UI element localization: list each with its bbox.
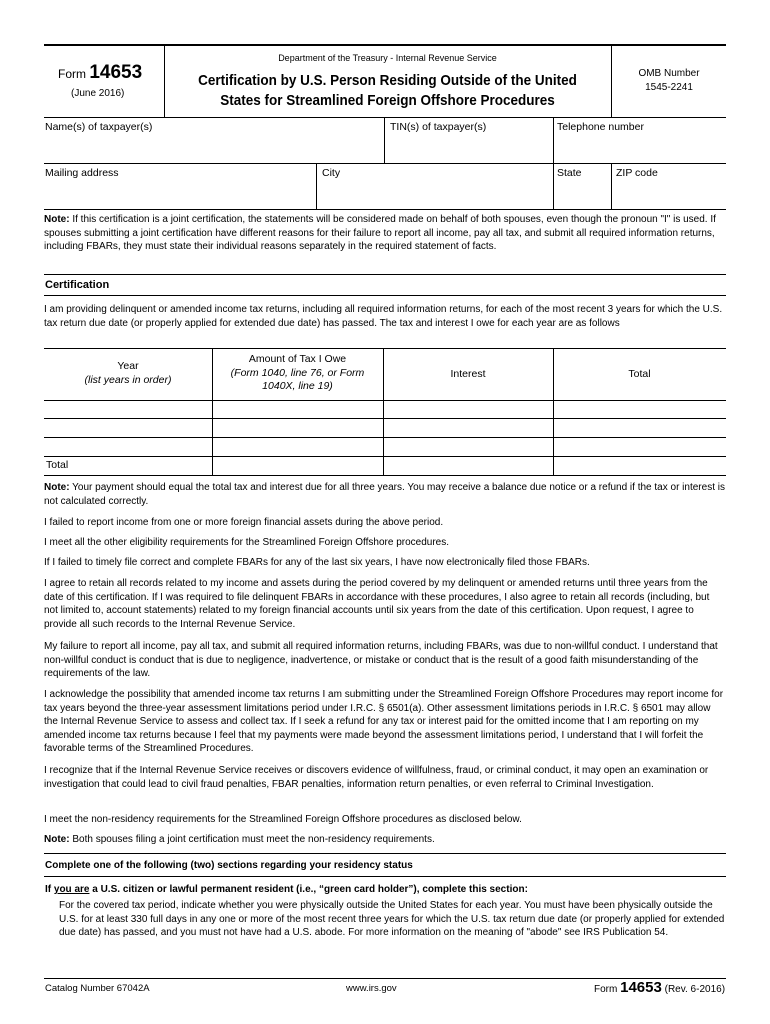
field-div-state <box>553 163 554 209</box>
table-row3-year[interactable] <box>46 439 210 454</box>
mailing-label: Mailing address <box>45 167 119 179</box>
footer-revision: (Rev. 6-2016) <box>664 984 726 995</box>
zip-label: ZIP code <box>616 167 658 179</box>
statement-fbars: If I failed to timely file correct and complete FBARs for any of the last six years, I have now electronically filed those FBARs. <box>44 557 590 568</box>
statement-amended-returns: I acknowledge the possibility that amended income tax returns I am submitting under the Streamlined Foreign Offshore Procedures may report income for tax years beyond the three-year assessment limitations period under I.R.C. § 6501(a). Other assessment limitations periods in I.R.C. § 6501 may allow the Internal Revenue Service to assess and collect tax. If I seek a refund for any tax or interest paid for the omitted income that I am reporting on my amended income tax returns because I feel that my payments were made beyond the assessment limitations period, I understand that I will forfeit the favorable terms of the Streamlined Procedures. <box>44 689 724 755</box>
sub-post: a U.S. citizen or lawful permanent resident (i.e., “green card holder”), complete this section: <box>89 884 528 895</box>
table-total-div-2 <box>383 456 384 475</box>
tin-label: TIN(s) of taxpayer(s) <box>390 121 487 133</box>
note3-label: Note: <box>44 834 70 845</box>
residency-bottom-rule <box>44 876 726 877</box>
tin-field[interactable] <box>388 138 548 158</box>
omb-label: OMB Number <box>638 68 700 79</box>
state-field[interactable] <box>557 184 607 204</box>
statement-retain-records: I agree to retain all records related to my income and assets during the period covered by my delinquent or amended returns until three years from the date of this certification. If I was required to file delinquent FBARs in accordance with these procedures, I also agree to retain all records (including, but not limited to, account statements) related to my foreign financial accounts until six years from the date of this certification. Upon request, I agree to provide all such records to the Internal Revenue Service. <box>44 578 710 630</box>
names-field[interactable] <box>46 138 380 158</box>
table-total-div-3 <box>553 456 554 475</box>
note1-label: Note: <box>44 214 70 225</box>
table-col-div-2 <box>383 348 384 456</box>
table-row3-total[interactable] <box>555 439 724 454</box>
residency-heading: Complete one of the following (two) sections regarding your residency status <box>45 860 413 871</box>
phone-label: Telephone number <box>557 121 644 133</box>
tax-header-line2: (Form 1040, line 76, or Form <box>230 366 365 379</box>
total-row-total[interactable] <box>555 458 724 473</box>
omb-number: 1545-2241 <box>645 82 693 93</box>
catalog-number: Catalog Number 67042A <box>45 983 150 994</box>
certification-bottom-rule <box>44 295 726 296</box>
col-header-total: Total <box>628 368 651 380</box>
table-row1-interest[interactable] <box>385 402 551 417</box>
phone-field[interactable] <box>557 138 722 158</box>
form-date: (June 2016) <box>71 88 125 99</box>
joint-certification-note <box>44 213 726 254</box>
joint-non-residency-note <box>44 833 726 847</box>
table-row3-rule <box>44 456 726 457</box>
total-row-interest[interactable] <box>385 458 551 473</box>
note1-text: If this certification is a joint certification, the statements will be considered made on behalf of both spouses, even though the pronoun "I" is used. If spouses submitting a joint certification have different reasons for their failure to report all income, pay all tax, and submit all required information returns, including FBARs, they must state their individual reasons separately in the required statement of facts. <box>44 214 716 253</box>
tax-header-line1: Amount of Tax I Owe <box>248 353 347 365</box>
form-title <box>165 71 610 111</box>
field-div-zip <box>611 163 612 209</box>
table-row1-tax[interactable] <box>214 402 381 417</box>
note2-text: Your payment should equal the total tax and interest due for all three years. You may receive a balance due notice or a refund if the tax or interest is not calculated correctly. <box>44 482 725 507</box>
total-row-label: Total <box>46 459 69 471</box>
certification-top-rule <box>44 274 726 275</box>
zip-field[interactable] <box>615 184 722 204</box>
residency-subheading <box>45 884 528 895</box>
city-label: City <box>322 167 341 179</box>
form-id <box>58 62 142 84</box>
statement-failed-to-report: I failed to report income from one or more foreign financial assets during the above period. <box>44 517 444 528</box>
header-divider-right <box>611 45 612 117</box>
note2-label: Note: <box>44 482 70 493</box>
irs-website: www.irs.gov <box>346 983 397 994</box>
table-row1-rule <box>44 418 726 419</box>
certification-heading: Certification <box>45 279 110 291</box>
table-row1-year[interactable] <box>46 402 210 417</box>
statement-eligibility: I meet all the other eligibility requirements for the Streamlined Foreign Offshore procedures. <box>44 537 450 548</box>
year-header-line2: (list years in order) <box>84 373 172 386</box>
table-header-rule <box>44 400 726 401</box>
certification-intro: I am providing delinquent or amended income tax returns, including all required information returns, for each of the most recent 3 years for which the U.S. tax return due date (or properly applied for extended due date) has passed. The tax and interest I owe for each year are as follows <box>44 304 723 329</box>
payment-note <box>44 481 726 508</box>
state-label: State <box>557 167 582 179</box>
fields-bottom-rule <box>44 209 726 210</box>
title-line-2: States for Streamlined Foreign Offshore Procedures <box>220 92 555 109</box>
col-header-interest: Interest <box>450 368 486 380</box>
table-row2-rule <box>44 437 726 438</box>
fields-top-rule <box>44 117 726 118</box>
col-header-tax <box>212 353 383 394</box>
form-prefix: Form <box>58 67 86 81</box>
footer-form-prefix: Form <box>594 984 618 995</box>
names-label: Name(s) of taxpayer(s) <box>45 121 153 133</box>
total-row-tax[interactable] <box>214 458 381 473</box>
field-div-city <box>316 163 317 209</box>
field-div-tin <box>384 117 385 163</box>
footer-form-number: 14653 <box>620 979 662 996</box>
sub-underlined: you are <box>53 884 90 895</box>
table-bottom-rule <box>44 475 726 476</box>
top-rule <box>44 44 726 46</box>
table-row3-interest[interactable] <box>385 439 551 454</box>
year-header-line1: Year <box>117 360 139 372</box>
tax-header-line3: 1040X, line 19) <box>262 380 333 393</box>
col-header-year <box>44 360 212 387</box>
table-row2-tax[interactable] <box>214 420 381 435</box>
note3-text: Both spouses filing a joint certification must meet the non-residency requirements. <box>69 834 435 845</box>
statement-non-residency: I meet the non-residency requirements for the Streamlined Foreign Offshore procedures as disclosed below. <box>44 814 522 825</box>
city-field[interactable] <box>320 184 548 204</box>
mailing-field[interactable] <box>46 184 312 204</box>
table-top-rule <box>44 348 726 349</box>
footer-form-id <box>594 979 725 996</box>
residency-instructions: For the covered tax period, indicate whether you were physically outside the United States for each year. You must have been physically outside the U.S. for at least 330 full days in any one or more of the most recent three years for which the U.S. tax return due date (or properly applied for extended due date) has passed, and you must not have had a U.S. abode. For more information on the meaning of "abode" see IRS Publication 54. <box>59 900 725 939</box>
residency-top-rule <box>44 853 726 854</box>
statement-willfulness: I recognize that if the Internal Revenue Service receives or discovers evidence of willfulness, fraud, or criminal conduct, it may open an examination or investigation that could lead to civil fraud penalties, FBAR penalties, information return penalties, or even referral to Criminal Investigation. <box>44 765 709 790</box>
table-total-div-1 <box>212 456 213 475</box>
table-row2-total[interactable] <box>555 420 724 435</box>
table-row3-tax[interactable] <box>214 439 381 454</box>
department: Department of the Treasury - Internal Revenue Service <box>278 53 497 63</box>
sub-pre: If <box>45 884 54 895</box>
table-row2-interest[interactable] <box>385 420 551 435</box>
title-line-1: Certification by U.S. Person Residing Outside of the United <box>198 72 577 89</box>
table-col-div-3 <box>553 348 554 456</box>
table-row2-year[interactable] <box>46 420 210 435</box>
table-row1-total[interactable] <box>555 402 724 417</box>
field-div-phone <box>553 117 554 163</box>
fields-mid-rule <box>44 163 726 164</box>
statement-non-willful: My failure to report all income, pay all tax, and submit all required information returns, including FBARs, was due to non-willful conduct. I understand that non-willful conduct is conduct that is due to negligence, inadvertence, or mistake or conduct that is the result of a good faith misunderstanding of the requirements of the law. <box>44 641 718 680</box>
form-number: 14653 <box>89 62 143 83</box>
